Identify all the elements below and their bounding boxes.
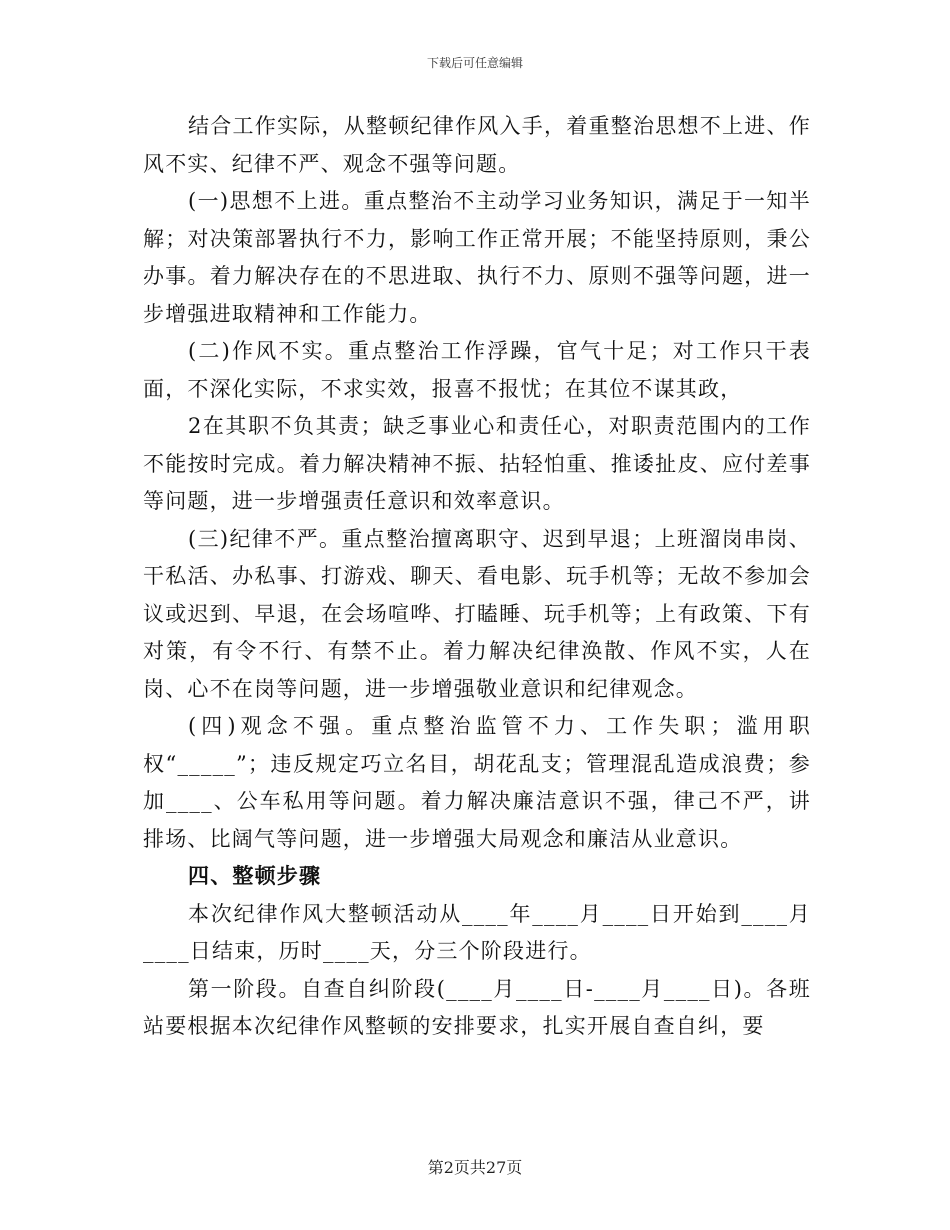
paragraph-intro: 结合工作实际，从整顿纪律作风入手，着重整治思想不上进、作风不实、纪律不严、观念不强等问题。 [143, 114, 811, 176]
page-header: 下载后可任意编辑 [426, 56, 523, 70]
paragraph-section-2: (二)作风不实。重点整治工作浮躁，官气十足；对工作只干表面，不深化实际，不求实效，报喜不报忧；在其位不谋其政， [143, 339, 811, 401]
paragraph-section-4: (四)观念不强。重点整治监管不力、工作失职；滥用职权“_____”；违反规定巧立名目，胡花乱支；管理混乱造成浪费；参加____、公车私用等问题。着力解决廉洁意识不强，律己不严，讲排场、比阔气等问题，进一步增强大局观念和廉洁从业意识。 [143, 714, 811, 851]
document-body [143, 108, 811, 1046]
paragraph-schedule: 本次纪律作风大整顿活动从____年____月____日开始到____月____日结束，历时____天，分三个阶段进行。 [143, 901, 811, 963]
paragraph-section-1: (一)思想不上进。重点整治不主动学习业务知识，满足于一知半解；对决策部署执行不力，影响工作正常开展；不能坚持原则，秉公办事。着力解决存在的不思进取、执行不力、原则不强等问题，进一步增强进取精神和工作能力。 [143, 189, 811, 326]
section-heading: 四、整顿步骤 [188, 864, 322, 888]
paragraph-phase-1: 第一阶段。自查自纠阶段(____月____日-____月____日)。各班站要根据本次纪律作风整顿的安排要求，扎实开展自查自纠，要 [143, 976, 811, 1038]
page-footer: 第2页共27页 [427, 1158, 523, 1177]
paragraph-section-2-cont: 2在其职不负其责；缺乏事业心和责任心，对职责范围内的工作不能按时完成。着力解决精神不振、拈轻怕重、推诿扯皮、应付差事等问题，进一步增强责任意识和效率意识。 [143, 414, 811, 513]
paragraph-section-3: (三)纪律不严。重点整治擅离职守、迟到早退；上班溜岗串岗、干私活、办私事、打游戏、聊天、看电影、玩手机等；无故不参加会议或迟到、早退，在会场喧哗、打瞌睡、玩手机等；上有政策、下有对策，有令不行、有禁不止。着力解决纪律涣散、作风不实，人在岗、心不在岗等问题，进一步增强敬业意识和纪律观念。 [143, 526, 811, 701]
